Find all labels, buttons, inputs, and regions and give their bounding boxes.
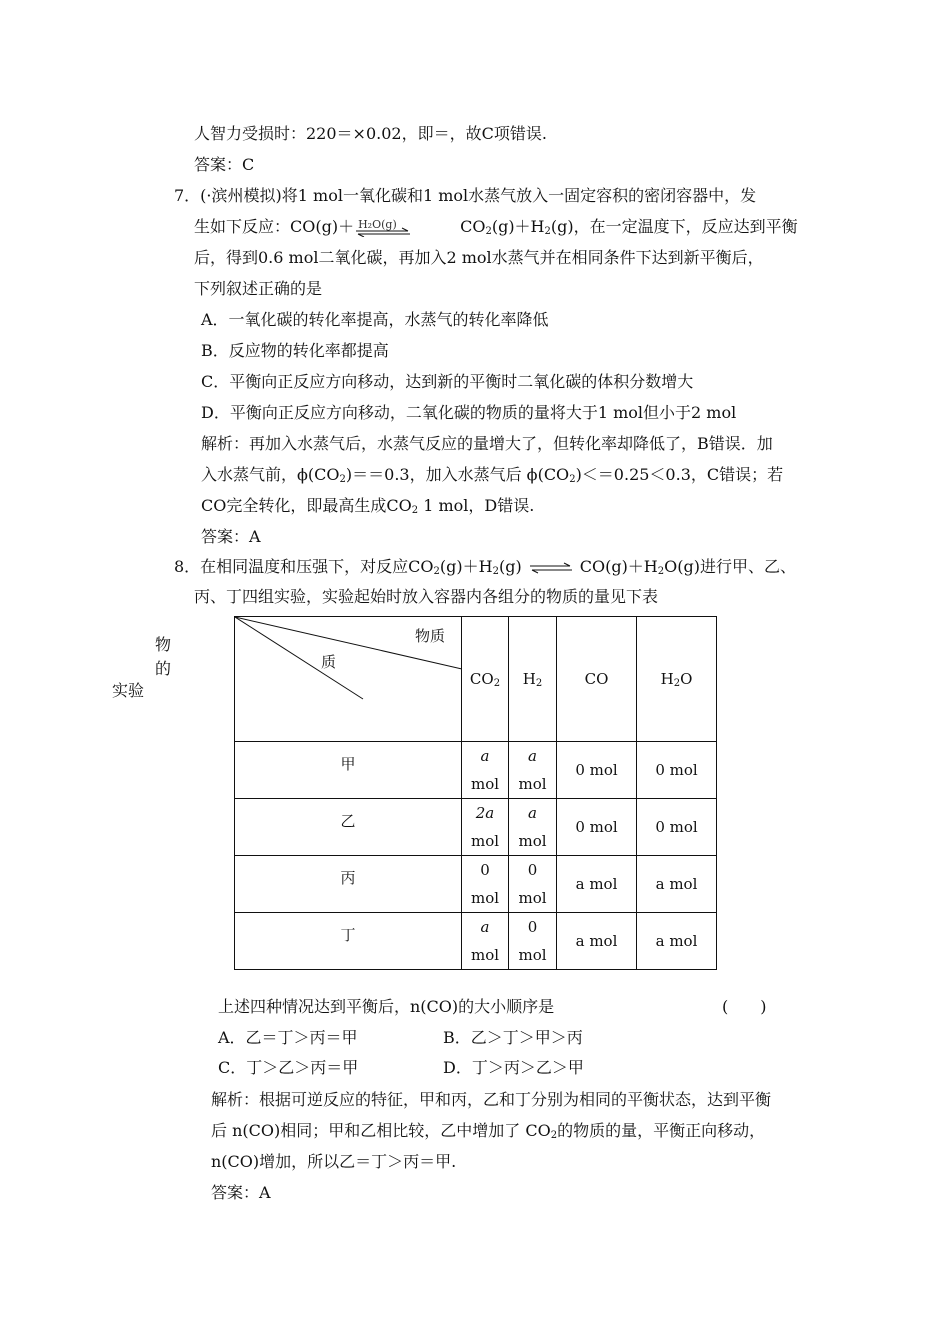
table-cell: a mol: [637, 913, 717, 970]
column-header-h2: $H_2$: [509, 617, 557, 742]
equilibrium-arrow-icon: H₂O(g): [354, 221, 412, 235]
q7-answer: 答案：A: [201, 527, 261, 546]
column-header-h2o: $H_2O$: [637, 617, 717, 742]
row-label: 甲: [235, 742, 462, 799]
q7-explanation-line2: 入水蒸气前，$\phi(CO_2)==0.3$，加入水蒸气后 $\phi(CO_2)<=0.25<0.3$，C错误；若: [201, 465, 784, 485]
row-label: 丙: [235, 856, 462, 913]
column-header-co: CO: [557, 617, 637, 742]
table-row: [235, 742, 717, 799]
q8-explanation-line2: 后 n(CO)相同；甲和乙相比较，乙中增加了 $CO_2$的物质的量，平衡正向移动，: [211, 1121, 766, 1141]
q8-option-c: C．丁＞乙＞丙＝甲: [218, 1058, 359, 1077]
table-cell: 0 mol: [462, 856, 509, 913]
outer-label-de: 的: [155, 659, 172, 678]
experiment-table: [234, 616, 717, 970]
q7-option-b: B．反应物的转化率都提高: [201, 341, 389, 360]
column-header-co2: $CO_2$: [462, 617, 509, 742]
row-label: 丁: [235, 913, 462, 970]
q7-explanation-line3: CO完全转化，即最高生成$CO_2$ 1 mol，D错误.: [201, 496, 535, 516]
table-cell: 0 mol: [637, 742, 717, 799]
q8-option-b: B．乙＞丁＞甲＞丙: [443, 1028, 583, 1047]
q8-option-d: D．丁＞丙＞乙＞甲: [443, 1058, 584, 1077]
q8-stem-line1: 8．在相同温度和压强下，对反应$CO_2(g)+H_2(g)$ $CO(g)+H_2O(g)$进行甲、乙、: [174, 557, 796, 577]
q8-explanation-line3: n(CO)增加，所以乙＝丁＞丙＝甲.: [211, 1152, 457, 1171]
table-row: [235, 913, 717, 970]
table-cell: 0 mol: [509, 856, 557, 913]
q8-explanation-line1: 解析：根据可逆反应的特征，甲和丙，乙和丁分别为相同的平衡状态，达到平衡: [211, 1090, 772, 1109]
equilibrium-arrow-icon: [528, 561, 574, 575]
table-cell: a mol: [557, 913, 637, 970]
q7-option-a: A．一氧化碳的转化率提高，水蒸气的转化率降低: [201, 310, 549, 329]
answer-line: 答案：C: [194, 155, 255, 174]
table-row: [235, 856, 717, 913]
text-line: 人智力受损时：220＝×0.02，即＝，故C项错误.: [194, 124, 547, 143]
q7-stem-line1: 7．(·滨州模拟)将1 mol一氧化碳和1 mol水蒸气放入一固定容积的密闭容器中，发: [174, 186, 757, 205]
table-cell: 0 mol: [557, 799, 637, 856]
q7-stem-line4: 下列叙述正确的是: [194, 279, 323, 298]
table-cell: a mol: [509, 742, 557, 799]
q8-stem-line2: 丙、丁四组实验，实验起始时放入容器内各组分的物质的量见下表: [194, 587, 659, 606]
row-label: 乙: [235, 799, 462, 856]
q7-option-c: C．平衡向正反应方向移动，达到新的平衡时二氧化碳的体积分数增大: [201, 372, 694, 391]
q7-option-d: D．平衡向正反应方向移动，二氧化碳的物质的量将大于1 mol但小于2 mol: [201, 403, 737, 422]
q7-explanation-line1: 解析：再加入水蒸气后，水蒸气反应的量增大了，但转化率却降低了，B错误．加: [201, 434, 773, 453]
q8-option-a: A．乙＝丁＞丙＝甲: [218, 1028, 358, 1047]
table-diagonal-header: [235, 617, 462, 742]
q7-stem-line2: 生如下反应：CO(g)＋ H₂O(g) $CO_2(g)+H_2(g)$，在一定温度下，反应达到平衡: [194, 217, 798, 237]
table-cell: a mol: [509, 799, 557, 856]
table-row: [235, 799, 717, 856]
table-cell: 0 mol: [557, 742, 637, 799]
table-cell: a mol: [462, 742, 509, 799]
q8-question-stem: 上述四种情况达到平衡后，n(CO)的大小顺序是: [218, 997, 555, 1016]
table-cell: a mol: [462, 913, 509, 970]
q8-answer: 答案：A: [211, 1183, 271, 1202]
table-cell: 0 mol: [509, 913, 557, 970]
q7-stem-line3: 后，得到0.6 mol二氧化碳，再加入2 mol水蒸气并在相同条件下达到新平衡后，: [194, 248, 764, 267]
answer-blank: ( ): [722, 997, 767, 1016]
table-cell: a mol: [557, 856, 637, 913]
table-cell: 2a mol: [462, 799, 509, 856]
outer-label-shiyan: 实验: [112, 681, 145, 700]
diag-label-wuzhi: 物质: [415, 627, 446, 645]
table-cell: a mol: [637, 856, 717, 913]
table-cell: 0 mol: [637, 799, 717, 856]
outer-label-wu: 物: [155, 635, 172, 654]
diag-label-zhi: 质: [321, 653, 337, 671]
